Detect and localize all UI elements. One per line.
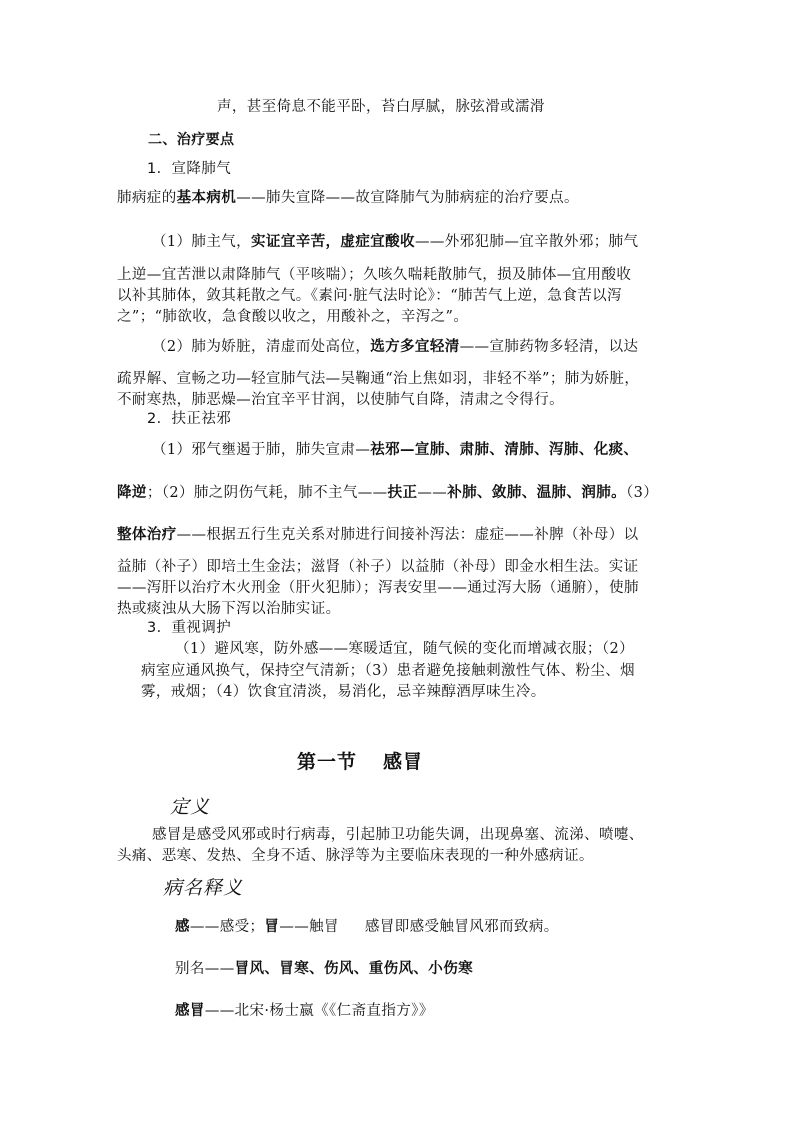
text: ——触冒: [279, 919, 339, 935]
point2-line6: 热或痰浊从大肠下泻以治肺实证。: [117, 601, 341, 617]
point1-item2-line1: [152, 338, 638, 356]
name-explanation-line1: [175, 918, 559, 936]
emphasis: 补肺、敛肺、温肺、润肺。: [447, 484, 627, 501]
point2-title: 2．扶正祛邪: [147, 411, 232, 427]
point3-line1: （1）避风寒，防外感——寒暖适宜，随气候的变化而增减衣服；（2）: [175, 641, 634, 657]
emphasis: 冒: [264, 918, 280, 935]
point1-item2-line2: 疏界解、宣畅之功—轻宣肺气法—吴鞠通“治上焦如羽，非轻不举”；肺为娇脏，: [117, 371, 640, 387]
point2-line2: [117, 484, 658, 502]
point1-item2-line3: 不耐寒热，肺恶燥—治宜辛平甘润，以使肺气自降，清肃之令得行。: [117, 392, 564, 408]
text: ——宣肺药物多轻清，以达: [459, 339, 639, 355]
point3-line3: 雾，戒烟；（4）饮食宜清淡，易消化，忌辛辣醇酒厚味生冷。: [141, 684, 546, 700]
text: （2）肺为娇脏，清虚而处高位，: [152, 339, 371, 355]
point1-item1-line4: 之”；“肺欲收，急食酸以收之，用酸补之，辛泻之”。: [117, 309, 469, 325]
chapter-name: 感冒: [383, 751, 424, 773]
point1-item1-line3: 以补其肺体，敛其耗散之气。《素问·脏气法时论》：“肺苦气上逆，急食苦以泻: [117, 288, 622, 304]
point1-intro: [117, 189, 579, 207]
chapter-title: [297, 750, 423, 774]
text: 感冒即感受触冒风邪而致病。: [364, 919, 559, 935]
emphasis: 基本病机: [176, 189, 237, 206]
text: ——肺失宣降——故宣降肺气为肺病症的治疗要点。: [236, 190, 579, 206]
point2-line4: 益肺（补子）即培土生金法；滋肾（补子）以益肺（补母）即金水相生法。实证: [117, 559, 639, 575]
point3-title: 3．重视调护: [147, 620, 232, 636]
point1-item1-line1: [152, 233, 638, 251]
point1-title: 1．宣降肺气: [147, 161, 232, 177]
text: （1）邪气壅遏于肺，肺失宣肃—: [152, 442, 371, 458]
emphasis: 祛邪—宣肺、肃肺、清肺、泻肺、化痰、: [370, 441, 639, 458]
text: ——外邪犯肺—宜辛散外邪；肺气: [414, 234, 639, 250]
name-explanation-heading: 病名释义: [163, 877, 244, 899]
section-heading-treatment: 二、治疗要点: [148, 132, 235, 148]
emphasis: 降逆: [117, 484, 147, 501]
point2-line3: [117, 526, 639, 544]
emphasis: 感冒: [175, 1002, 205, 1019]
definition-line2: 头痛、恶寒、发热、全身不适、脉浮等为主要临床表现的一种外感病证。: [117, 848, 594, 864]
emphasis: 选方多宜轻清: [370, 338, 460, 355]
point3-line2: 病室应通风换气，保持空气清新；（3）患者避免接触刺激性气体、粉尘、烟: [141, 663, 636, 679]
emphasis: 整体治疗: [117, 526, 177, 543]
text: ——: [417, 485, 448, 501]
point2-line5: ——泻肝以治疗木火刑金（肝火犯肺）；泻表安里——通过泻大肠（通腑），使肺: [117, 580, 639, 596]
text: 别名——: [175, 961, 235, 977]
text: ——根据五行生克关系对肺进行间接补泻法：虚症——补脾（补母）以: [176, 527, 639, 543]
emphasis: 感: [175, 918, 190, 935]
definition-line1: 感冒是感受风邪或时行病毒，引起肺卫功能失调，出现鼻塞、流涕、喷嚏、: [152, 827, 644, 843]
emphasis: 冒风、冒寒、伤风、重伤风、小伤寒: [234, 960, 474, 977]
emphasis: 扶正: [387, 484, 418, 501]
point1-item1-line2: 上逆—宜苦泄以肃降肺气（平咳喘）；久咳久喘耗散肺气，损及肺体—宜用酸收: [117, 267, 632, 283]
emphasis: 实证宜辛苦，虚症宜酸收: [251, 233, 415, 250]
name-explanation-line2: [175, 960, 473, 978]
text: ——感受；: [189, 919, 265, 935]
point2-line1: [152, 441, 638, 459]
name-explanation-line3: [175, 1002, 434, 1020]
chapter-number: 第一节: [297, 751, 358, 773]
text: （3）: [626, 485, 659, 501]
continuation-line: 声，甚至倚息不能平卧，苔白厚腻，脉弦滑或濡滑: [217, 99, 545, 115]
text: 肺病症的: [117, 190, 177, 206]
text: （1）肺主气，: [152, 234, 252, 250]
text: ——北宋·杨士嬴《《仁斋直指方》》: [204, 1003, 434, 1019]
definition-heading: 定义: [170, 796, 211, 818]
text: ；（2）肺之阴伤气耗，肺不主气——: [146, 485, 388, 501]
